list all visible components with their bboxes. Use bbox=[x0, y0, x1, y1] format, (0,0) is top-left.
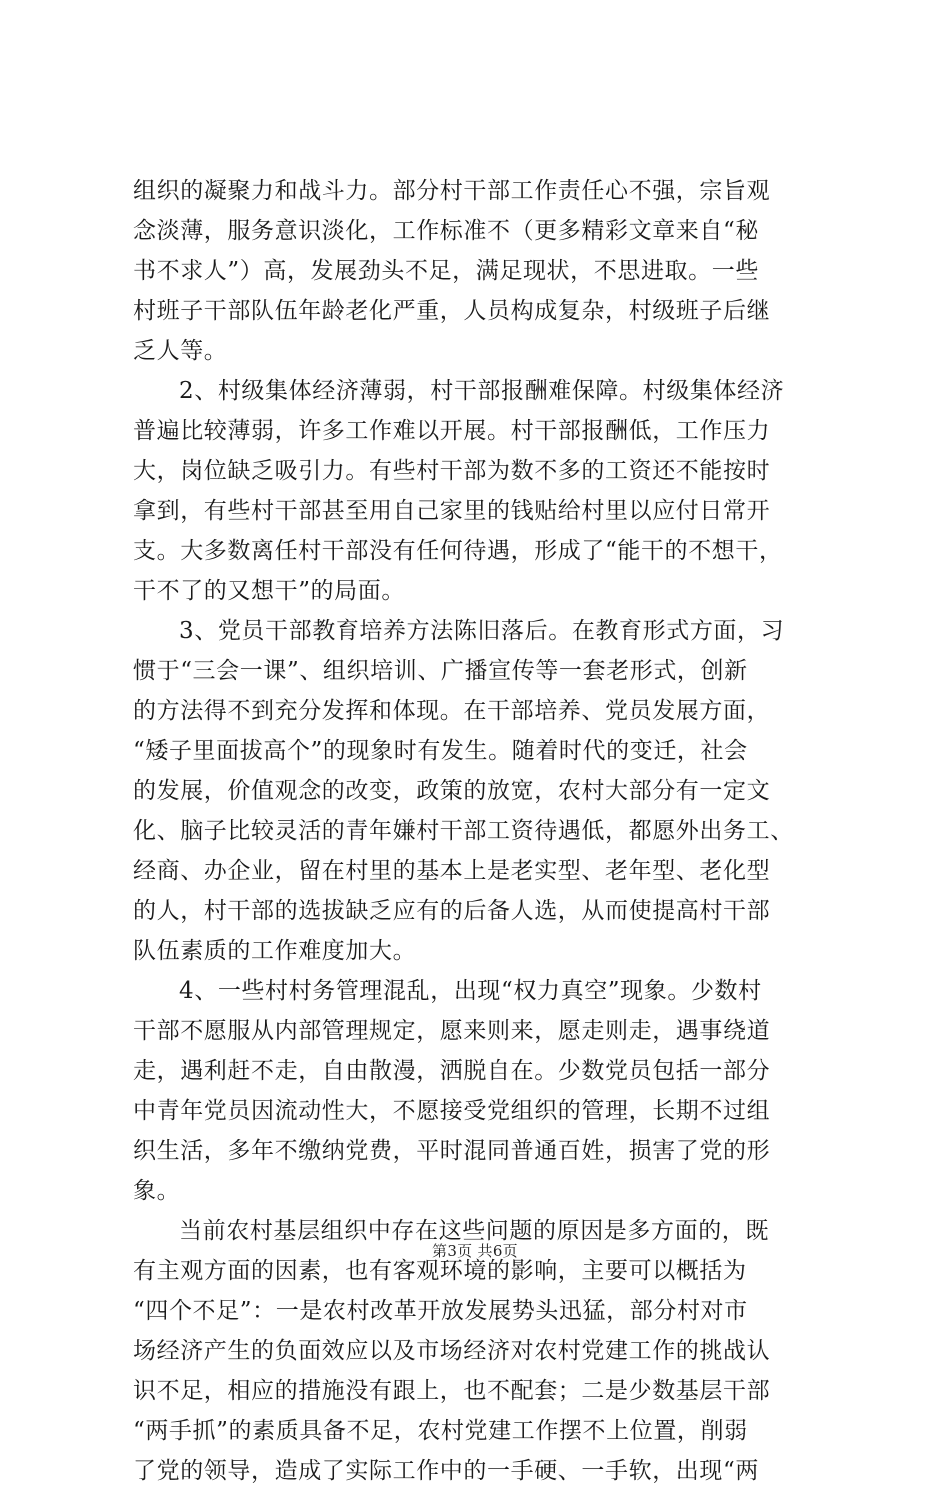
paragraph-start-line: 2、村级集体经济薄弱，村干部报酬难保障。村级集体经济 bbox=[179, 378, 785, 404]
text-line: 的发展，价值观念的改变，政策的放宽，农村大部分有一定文 bbox=[133, 778, 771, 804]
text-line: 组织的凝聚力和战斗力。部分村干部工作责任心不强，宗旨观 bbox=[133, 178, 771, 204]
text-line: 经商、办企业，留在村里的基本上是老实型、老年型、老化型 bbox=[133, 858, 771, 884]
text-line: 化、脑子比较灵活的青年嫌村干部工资待遇低，都愿外出务工、 bbox=[133, 818, 794, 844]
text-line: 干不了的又想干”的局面。 bbox=[133, 578, 405, 604]
text-line: 村班子干部队伍年龄老化严重，人员构成复杂，村级班子后继 bbox=[133, 298, 771, 324]
text-line: “矮子里面拔高个”的现象时有发生。随着时代的变迁，社会 bbox=[133, 738, 748, 764]
text-line: 大，岗位缺乏吸引力。有些村干部为数不多的工资还不能按时 bbox=[133, 458, 771, 484]
text-line: 支。大多数离任村干部没有任何待遇，形成了“能干的不想干， bbox=[133, 538, 783, 564]
text-line: 的人，村干部的选拔缺乏应有的后备人选，从而使提高村干部 bbox=[133, 898, 771, 924]
text-line: 识不足，相应的措施没有跟上，也不配套；二是少数基层干部 bbox=[133, 1378, 771, 1404]
text-line: 干部不愿服从内部管理规定，愿来则来，愿走则走，遇事绕道 bbox=[133, 1018, 771, 1044]
text-line: 队伍素质的工作难度加大。 bbox=[133, 938, 417, 964]
text-line: 拿到，有些村干部甚至用自己家里的钱贴给村里以应付日常开 bbox=[133, 498, 771, 524]
text-line: 的方法得不到充分发挥和体现。在干部培养、党员发展方面， bbox=[133, 698, 771, 724]
text-line: 乏人等。 bbox=[133, 338, 228, 364]
text-line: 惯于“三会一课”、组织培训、广播宣传等一套老形式，创新 bbox=[133, 658, 748, 684]
text-line: 场经济产生的负面效应以及市场经济对农村党建工作的挑战认 bbox=[133, 1338, 771, 1364]
text-line: 了党的领导，造成了实际工作中的一手硬、一手软，出现“两 bbox=[133, 1458, 759, 1484]
text-line: 有主观方面的因素，也有客观环境的影响，主要可以概括为 bbox=[133, 1258, 747, 1284]
body-text bbox=[133, 171, 823, 1491]
page-number-footer: 第3页 共6页 bbox=[432, 1242, 518, 1260]
text-line: 象。 bbox=[133, 1178, 181, 1204]
text-line: 中青年党员因流动性大，不愿接受党组织的管理，长期不过组 bbox=[133, 1098, 771, 1124]
text-line: 书不求人”）高，发展劲头不足，满足现状，不思进取。一些 bbox=[133, 258, 759, 284]
paragraph-start-line: 3、党员干部教育培养方法陈旧落后。在教育形式方面，习 bbox=[179, 618, 785, 644]
paragraph-start-line: 4、一些村村务管理混乱，出现“权力真空”现象。少数村 bbox=[179, 978, 762, 1004]
text-line: 普遍比较薄弱，许多工作难以开展。村干部报酬低，工作压力 bbox=[133, 418, 771, 444]
text-line: “四个不足”：一是农村改革开放发展势头迅猛，部分村对市 bbox=[133, 1298, 748, 1324]
text-line: 织生活，多年不缴纳党费，平时混同普通百姓，损害了党的形 bbox=[133, 1138, 771, 1164]
text-line: “两手抓”的素质具备不足，农村党建工作摆不上位置，削弱 bbox=[133, 1418, 748, 1444]
text-line: 走，遇利赶不走，自由散漫，洒脱自在。少数党员包括一部分 bbox=[133, 1058, 771, 1084]
paragraph-start-line: 当前农村基层组织中存在这些问题的原因是多方面的，既 bbox=[179, 1218, 769, 1244]
text-line: 念淡薄，服务意识淡化，工作标准不（更多精彩文章来自“秘 bbox=[133, 218, 759, 244]
